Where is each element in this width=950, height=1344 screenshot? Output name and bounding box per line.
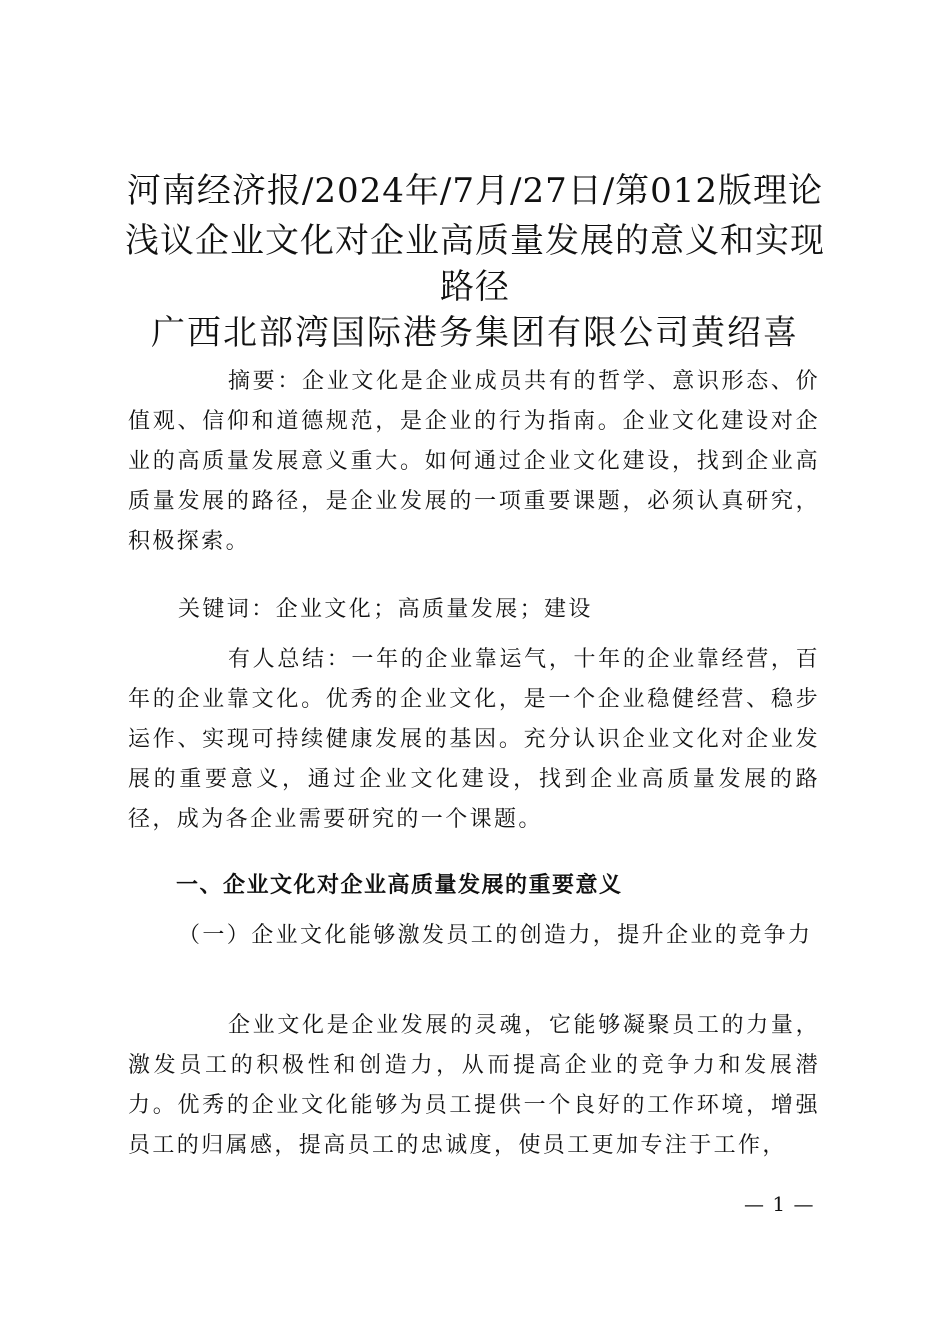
article-title-line1: 浅议企业文化对企业高质量发展的意义和实现: [125, 221, 825, 261]
subsection-heading: （一）企业文化能够激发员工的创造力，提升企业的竞争力: [178, 923, 813, 948]
intro-paragraph: 有人总结：一年的企业靠运气，十年的企业靠经营，百年的企业靠文化。优秀的企业文化，是一个企业稳健经营、稳步运作、实现可持续健康发展的基因。充分认识企业文化对企业发展的重要意义，通过企业文化建设，找到企业高质量发展的路径，成为各企业需要研究的一个课题。: [128, 647, 820, 832]
source-line: 河南经济报/2024年/7月/27日/第012版理论: [126, 171, 824, 211]
article-title-line2: 路径: [440, 267, 510, 307]
author-line: 广西北部湾国际港务集团有限公司黄绍喜: [151, 313, 799, 353]
body-paragraph: 企业文化是企业发展的灵魂，它能够凝聚员工的力量，激发员工的积极性和创造力，从而提高企业的竞争力和发展潜力。优秀的企业文化能够为员工提供一个良好的工作环境，增强员工的归属感，提高员工的忠诚度，使员工更加专注于工作，: [128, 1013, 820, 1158]
keywords-line: 关键词：企业文化；高质量发展；建设: [178, 597, 593, 622]
page-number: — 1 —: [744, 1192, 815, 1216]
section-heading: 一、企业文化对企业高质量发展的重要意义: [176, 873, 623, 898]
abstract-paragraph: 摘要：企业文化是企业成员共有的哲学、意识形态、价值观、信仰和道德规范，是企业的行为指南。企业文化建设对企业的高质量发展意义重大。如何通过企业文化建设，找到企业高质量发展的路径，是企业发展的一项重要课题，必须认真研究，积极探索。: [128, 369, 820, 554]
